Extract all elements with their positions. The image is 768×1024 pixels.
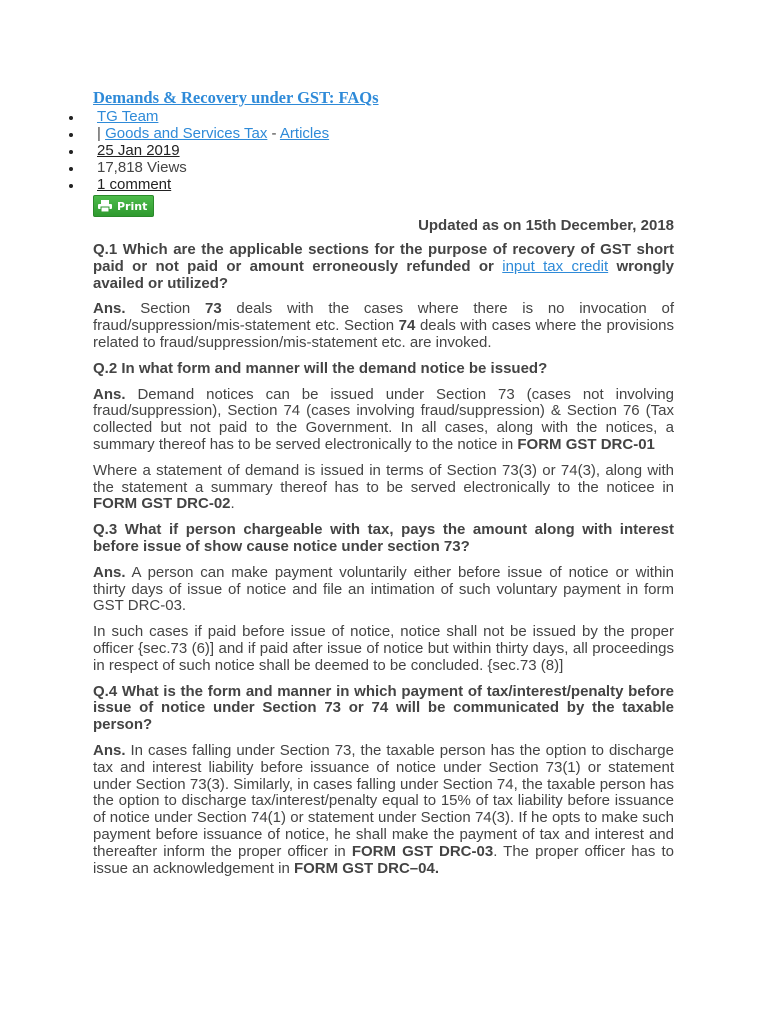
question-1 [93, 242, 674, 292]
question-1-text: Q.1 Which are the applicable sections for the purpose of recovery of GST short paid or not paid or amount erroneously refunded or [93, 241, 674, 275]
question-1-text-end: wrongly availed or utilized? [93, 257, 674, 292]
answer-4-text: In cases falling under Section 73, the taxable person has the option to discharge tax and interest liability before issuance of notice under Section 73(1) or statement under Section 73(3). Similarly, in cases falling under Section 74, the taxable person has the option to discharge tax/interest/penalty equal to 15% of tax liability before issuance of notice under Section 74(1) or statement under Section 74(3). If he opts to make such payment before issuance of notice, he shall make the payment of tax and interest and thereafter inform the proper officer in [93, 741, 674, 860]
answer-2-continued [93, 463, 674, 513]
article-title-link[interactable]: Demands & Recovery under GST: FAQs [93, 88, 379, 107]
answer-4-bold: FORM GST DRC-03 [351, 842, 494, 860]
answer-3-text: A person can make payment voluntarily either before issue of notice or within thirty days of issue of notice and file an intimation of such voluntary payment in form GST DRC-03. [93, 563, 674, 615]
answer-2 [93, 387, 674, 454]
comments-link[interactable]: 1 comment [97, 176, 172, 193]
article-meta-list [93, 108, 674, 193]
answer-2-text: Demand notices can be issued under Section 73 (cases not involving fraud/suppression), Section 74 (cases involving fraud/suppression) & Section 76 (Tax collected but not paid to the Government. In all cases, along with the notices, a summary thereof has to be served electronically to the notice in [93, 385, 674, 453]
answer-2b-bold: FORM GST DRC-02 [93, 495, 231, 513]
answer-1-text: deals with the cases where there is no invocation of fraud/suppression/mis-statement etc. Section [93, 300, 674, 335]
views-count: 17,818 Views [97, 159, 187, 176]
answer-4 [93, 743, 674, 877]
answer-1-text: deals with cases where the provisions related to fraud/suppression/mis-statement etc. are invoked. [93, 317, 674, 351]
question-4: Q.4 What is the form and manner in which payment of tax/interest/penalty before issue of notice under Section 73 or 74 will be communicated by the taxable person? [93, 682, 674, 734]
question-2: Q.2 In what form and manner will the demand notice be issued? [93, 359, 548, 377]
question-3: Q.3 What if person chargeable with tax, pays the amount along with interest before issue of show cause notice under section 73? [93, 521, 674, 555]
answer-1-bold: 74 [398, 317, 416, 335]
answer-3 [93, 565, 674, 615]
category-dash: - [267, 125, 280, 142]
answer-label: Ans. [93, 563, 126, 581]
answer-2b-text: Where a statement of demand is issued in terms of Section 73(3) or 74(3), along with the statement a summary thereof has to be served electronically to the noticee in [93, 461, 674, 496]
print-button[interactable] [93, 195, 154, 217]
answer-label: Ans. [93, 300, 126, 318]
answer-2b-text: . [230, 495, 235, 513]
meta-date [93, 142, 674, 159]
category-link[interactable]: Goods and Services Tax [105, 125, 268, 142]
answer-1 [93, 301, 674, 351]
answer-2-bold: FORM GST DRC-01 [517, 435, 655, 453]
updated-date: Updated as on 15th December, 2018 [418, 217, 674, 234]
meta-author [93, 108, 674, 125]
input-tax-credit-link[interactable]: input tax credit [502, 257, 609, 275]
answer-4-bold: FORM GST DRC–04. [293, 859, 439, 877]
answer-3-continued: In such cases if paid before issue of notice, notice shall not be issued by the proper officer {sec.73 (6)] and if paid after issue of notice but within thirty days, all proceedings in respect of such notice shall be deemed to be concluded. {sec.73 (8)] [93, 623, 674, 674]
section-link[interactable]: Articles [279, 125, 330, 142]
meta-views [93, 159, 674, 176]
meta-comments [93, 176, 674, 193]
article-page [93, 88, 674, 886]
answer-1-bold: 73 [204, 300, 222, 318]
answer-label: Ans. [93, 741, 126, 759]
printer-icon [98, 200, 112, 212]
answer-label: Ans. [93, 385, 126, 403]
meta-category [93, 125, 674, 142]
print-label: Print [117, 199, 148, 213]
category-separator: | [97, 125, 106, 142]
answer-4-text: . The proper officer has to issue an acknowledgement in [93, 842, 674, 877]
answer-1-text: Section [125, 300, 205, 318]
author-link[interactable]: TG Team [97, 108, 159, 125]
date-link[interactable]: 25 Jan 2019 [97, 142, 180, 159]
